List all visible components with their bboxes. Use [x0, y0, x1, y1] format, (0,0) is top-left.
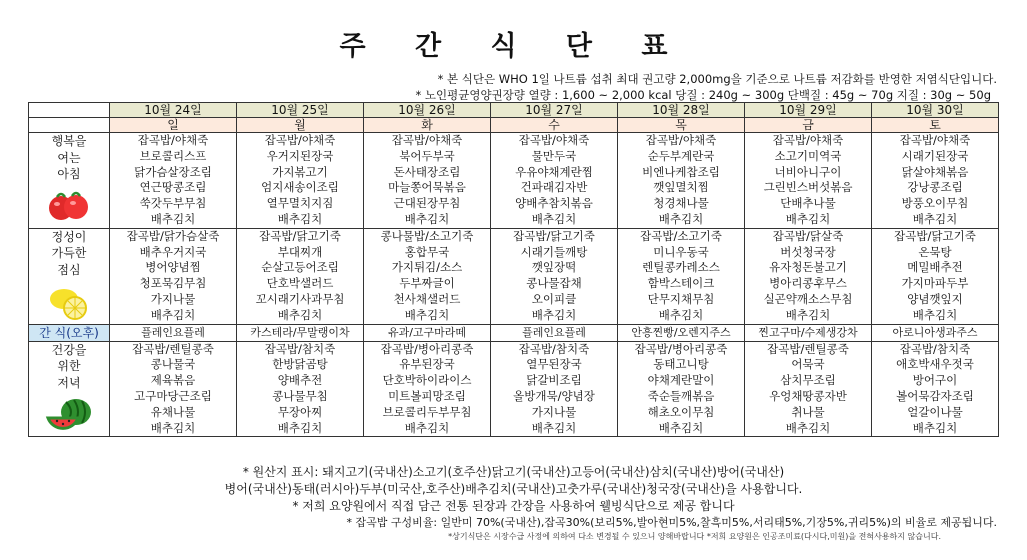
- menu-cell: [110, 341, 237, 437]
- menu-item: 우유야채계란찜: [515, 164, 593, 179]
- menu-item: 너비아니구이: [774, 164, 842, 179]
- menu-item: 배추김치: [531, 307, 577, 322]
- menu-item: 가지나물: [531, 404, 577, 419]
- menu-cell: [745, 133, 872, 229]
- menu-item: 잡곡밥/닭가슴살죽: [126, 228, 220, 243]
- menu-cell: [110, 228, 237, 324]
- menu-item: 유자청돈불고기: [769, 260, 847, 275]
- menu-item: 잡곡밥/닭고기죽: [259, 228, 341, 243]
- menu-item: 우엉채땅콩자반: [769, 388, 847, 403]
- snack-cell: 유과/고구마라떼: [364, 324, 491, 341]
- menu-cell: [237, 133, 364, 229]
- menu-item: 배추김치: [658, 420, 704, 435]
- menu-item: 동태고니탕: [653, 357, 709, 372]
- menu-item: 잡곡밥/닭고기죽: [894, 228, 976, 243]
- menu-item: 미니우동국: [653, 244, 709, 259]
- menu-item: 병아리콩후무스: [769, 276, 847, 291]
- menu-item: 열무멸치지짐: [266, 196, 334, 211]
- menu-item: 닭갈비조림: [526, 373, 582, 388]
- menu-item: 배추김치: [277, 420, 323, 435]
- menu-item: 홍합무국: [404, 244, 450, 259]
- menu-item: 배추김치: [658, 211, 704, 226]
- sauce-note: * 저희 요양원에서 직접 담근 전통 된장과 간장을 사용하여 웰빙식단으로 제공 합니다: [292, 499, 735, 513]
- menu-item: 열무된장국: [526, 357, 582, 372]
- menu-item: 잡곡밥/야채죽: [518, 133, 590, 147]
- menu-item: 가지볶고기: [272, 164, 328, 179]
- menu-item: 청경채나물: [653, 196, 709, 211]
- menu-item: 단무지채무침: [647, 291, 715, 306]
- menu-item: 깻잎멸치찜: [653, 180, 709, 195]
- menu-item: 마늘쫑어묵볶음: [388, 180, 466, 195]
- menu-item: 양배추전: [277, 373, 323, 388]
- menu-item: 방어구이: [912, 373, 958, 388]
- section-label-lunch: [29, 228, 110, 324]
- menu-item: 잡곡밥/참치죽: [899, 341, 971, 356]
- menu-item: 잡곡밥/닭고기죽: [513, 228, 595, 243]
- menu-cell: [618, 133, 745, 229]
- menu-item: 콩나물밥/소고기죽: [380, 228, 474, 243]
- menu-item: 배추김치: [150, 307, 196, 322]
- date-cell: 10월 24일: [110, 103, 237, 118]
- menu-item: 콩나물국: [150, 357, 196, 372]
- menu-item: 닭가슴살장조림: [134, 164, 212, 179]
- menu-item: 버섯청국장: [780, 244, 836, 259]
- menu-item: 물만두국: [531, 148, 577, 163]
- date-cell: 10월 29일: [745, 103, 872, 118]
- menu-item: 북어두부국: [399, 148, 455, 163]
- weekday-cell: 일: [110, 118, 237, 133]
- weekday-cell: 금: [745, 118, 872, 133]
- date-row: [29, 103, 999, 118]
- section-label-line: 여는: [57, 150, 81, 165]
- menu-item: 시래기들깨탕: [520, 244, 588, 259]
- corner-cell: [29, 118, 110, 133]
- menu-cell: [237, 341, 364, 437]
- menu-cell: [745, 228, 872, 324]
- menu-item: 배추김치: [785, 307, 831, 322]
- date-cell: 10월 26일: [364, 103, 491, 118]
- menu-item: 가지튀김/소스: [391, 260, 463, 275]
- date-cell: 10월 28일: [618, 103, 745, 118]
- menu-item: 순살고등어조림: [261, 260, 339, 275]
- snack-cell: 안흥찐빵/오렌지주스: [618, 324, 745, 341]
- menu-item: 배추김치: [404, 211, 450, 226]
- menu-item: 배추김치: [658, 307, 704, 322]
- snack-cell: 플레인요플레: [491, 324, 618, 341]
- menu-item: 렌틸콩카레소스: [642, 260, 720, 275]
- menu-item: 잡곡밥/병아리콩죽: [634, 341, 728, 356]
- menu-item: 돈사태장조림: [393, 164, 461, 179]
- menu-cell: [872, 341, 999, 437]
- menu-item: 콩나물잡채: [526, 276, 582, 291]
- snack-cell: 찐고구마/수제생강차: [745, 324, 872, 341]
- menu-cell: [237, 228, 364, 324]
- menu-item: 배추김치: [150, 211, 196, 226]
- menu-cell: [618, 228, 745, 324]
- menu-item: 잡곡밥/야채죽: [772, 133, 844, 147]
- section-label-line: 정성이: [51, 229, 87, 244]
- menu-item: 엄지새송이조림: [261, 180, 339, 195]
- menu-item: 잡곡밥/렌틸콩죽: [767, 341, 849, 356]
- menu-item: 애호박새우젓국: [896, 357, 974, 372]
- menu-item: 우거지된장국: [266, 148, 334, 163]
- meal-row-lunch: [29, 228, 999, 324]
- menu-item: 강낭콩조림: [907, 180, 963, 195]
- menu-item: 배추김치: [912, 307, 958, 322]
- weekday-row: [29, 118, 999, 133]
- section-label-line: 점심: [57, 262, 81, 277]
- menu-item: 배추김치: [785, 420, 831, 435]
- menu-item: 한방닭곰탕: [272, 357, 328, 372]
- weekday-cell: 목: [618, 118, 745, 133]
- menu-item: 배추김치: [150, 420, 196, 435]
- menu-item: 메밀배추전: [907, 260, 963, 275]
- menu-item: 배추우거지국: [139, 244, 207, 259]
- menu-cell: [745, 341, 872, 437]
- section-label-line: 저녁: [57, 375, 81, 390]
- menu-item: 얼갈이나물: [907, 404, 963, 419]
- menu-item: 잡곡밥/참치죽: [518, 341, 590, 356]
- menu-cell: [364, 228, 491, 324]
- section-label-line: 건강을: [51, 342, 87, 357]
- menu-item: 양념깻잎지: [907, 291, 963, 306]
- menu-item: 배추김치: [785, 211, 831, 226]
- sodium-note: * 본 식단은 WHO 1일 나트륨 섭취 최대 권고량 2,000mg을 기준으로 나트륨 저감화를 반영한 저염식단입니다.: [437, 72, 997, 86]
- origin-note: * 원산지 표시: 돼지고기(국내산)소고기(호주산)닭고기(국내산)고등어(국내산)삼치(국내산)방어(국내산): [242, 465, 785, 479]
- menu-item: 유채나물: [150, 404, 196, 419]
- menu-item: 시래기된장국: [901, 148, 969, 163]
- snack-cell: 카스테라/무말랭이차: [237, 324, 364, 341]
- menu-item: 취나물: [791, 404, 825, 419]
- menu-item: 해초오이무침: [647, 404, 715, 419]
- menu-item: 연근땅콩조림: [139, 180, 207, 195]
- menu-item: 배추김치: [531, 420, 577, 435]
- menu-item: 꼬시래기사과무침: [255, 291, 345, 306]
- menu-item: 야채계란말이: [647, 373, 715, 388]
- menu-item: 배추김치: [404, 307, 450, 322]
- menu-cell: [491, 341, 618, 437]
- menu-item: 잡곡밥/렌틸콩죽: [132, 341, 214, 356]
- snack-cell: 아로니아생과주스: [872, 324, 999, 341]
- section-label-line: 아침: [57, 167, 81, 181]
- menu-item: 미트볼피망조림: [388, 388, 466, 403]
- section-label-dinner: [29, 341, 110, 437]
- snack-label: 간 식(오후): [29, 324, 110, 341]
- page-title: 주 간 식 단 표: [339, 31, 688, 62]
- menu-item: 부대찌개: [277, 244, 323, 259]
- menu-item: 죽순들깨볶음: [647, 388, 715, 403]
- corner-cell: [29, 103, 110, 118]
- menu-item: 닭살야채볶음: [901, 164, 969, 179]
- snack-row: [29, 324, 999, 341]
- menu-item: 소고기미역국: [774, 148, 842, 163]
- weekday-cell: 월: [237, 118, 364, 133]
- menu-item: 단호박하이라이스: [382, 373, 472, 388]
- menu-item: 병어양념찜: [145, 260, 201, 275]
- menu-item: 쑥갓두부무침: [139, 196, 207, 211]
- menu-cell: [491, 228, 618, 324]
- menu-item: 무장아찌: [277, 404, 323, 419]
- menu-item: 유부된장국: [399, 357, 455, 372]
- menu-item: 깻잎장떡: [531, 260, 577, 275]
- weekday-cell: 화: [364, 118, 491, 133]
- weekly-menu-table: [28, 102, 999, 437]
- menu-item: 잡곡밥/야채죽: [391, 133, 463, 147]
- menu-item: 온묵탕: [918, 244, 952, 259]
- menu-item: 제육볶음: [150, 373, 196, 388]
- menu-item: 근대된장무침: [393, 196, 461, 211]
- menu-item: 배추김치: [277, 211, 323, 226]
- menu-item: 잡곡밥/야채죽: [645, 133, 717, 147]
- menu-item: 양배추참치볶음: [515, 196, 593, 211]
- menu-item: 천사채샐러드: [393, 291, 461, 306]
- menu-item: 배추김치: [912, 211, 958, 226]
- menu-item: 청포묵김무침: [139, 276, 207, 291]
- menu-item: 배추김치: [404, 420, 450, 435]
- menu-cell: [872, 133, 999, 229]
- menu-item: 가지마파두부: [901, 276, 969, 291]
- menu-item: 오이피클: [531, 291, 577, 306]
- section-label-line: 행복을: [51, 134, 87, 148]
- grain-ratio-note: * 잡곡밥 구성비율: 일반미 70%(국내산),잡곡30%(보리5%,발아현미5%,찰흑미5%,서리태5%,기장5%,귀리5%)의 비율로 제공됩니다.: [346, 516, 997, 529]
- menu-item: 잡곡밥/병아리콩죽: [380, 341, 474, 356]
- menu-cell: [618, 341, 745, 437]
- menu-item: 어묵국: [791, 357, 825, 372]
- menu-item: 두부짜글이: [399, 276, 455, 291]
- menu-item: 실곤약깨소스무침: [763, 291, 853, 306]
- menu-item: 배추김치: [531, 211, 577, 226]
- menu-cell: [491, 133, 618, 229]
- snack-cell: 플레인요플레: [110, 324, 237, 341]
- menu-item: 볼어묵감자조림: [896, 388, 974, 403]
- tomato-icon: [47, 187, 91, 226]
- menu-item: 삼치무조림: [780, 373, 836, 388]
- section-label-breakfast: [29, 133, 110, 229]
- menu-item: 함박스테이크: [647, 276, 715, 291]
- section-label-line: 가득한: [51, 246, 87, 261]
- meal-row-breakfast: [29, 133, 999, 229]
- lemon-icon: [47, 283, 91, 324]
- weekday-cell: 수: [491, 118, 618, 133]
- menu-item: 방풍오이무침: [901, 196, 969, 211]
- menu-item: 배추김치: [912, 420, 958, 435]
- menu-item: 단배추나물: [780, 196, 836, 211]
- menu-item: 잡곡밥/참치죽: [264, 341, 336, 356]
- date-cell: 10월 30일: [872, 103, 999, 118]
- menu-item: 순두부계란국: [647, 148, 715, 163]
- menu-item: 가지나물: [150, 291, 196, 306]
- menu-item: 잡곡밥/야채죽: [137, 133, 209, 147]
- menu-cell: [872, 228, 999, 324]
- section-label-line: 위한: [57, 359, 81, 374]
- menu-item: 비엔나케찹조림: [642, 164, 720, 179]
- menu-cell: [110, 133, 237, 229]
- disclaimer-note: *상기식단은 시장수급 사정에 의하여 다소 변경될 수 있으니 양해바랍니다 *저희 요양원은 인공조미료(다시다,미원)을 전혀사용하지 않습니다.: [448, 532, 941, 541]
- menu-item: 고구마당근조림: [134, 388, 212, 403]
- menu-item: 올방개묵/양념장: [513, 388, 595, 403]
- menu-item: 브로콜리두부무침: [382, 404, 472, 419]
- menu-cell: [364, 341, 491, 437]
- menu-item: 콩나물무침: [272, 388, 328, 403]
- nutrition-note: * 노인평균영양권장량 열량 : 1,600 ~ 2,000 kcal 당질 : 240g ~ 300g 단백질 : 45g ~ 70g 지질 : 30g ~ 50g: [415, 88, 991, 102]
- menu-item: 잡곡밥/닭살죽: [772, 228, 844, 243]
- menu-item: 잡곡밥/야채죽: [264, 133, 336, 147]
- date-cell: 10월 25일: [237, 103, 364, 118]
- weekday-cell: 토: [872, 118, 999, 133]
- menu-item: 그린빈스버섯볶음: [763, 180, 853, 195]
- date-cell: 10월 27일: [491, 103, 618, 118]
- meal-row-dinner: [29, 341, 999, 437]
- menu-cell: [364, 133, 491, 229]
- menu-item: 건파래김자반: [520, 180, 588, 195]
- menu-item: 브로콜리스프: [139, 148, 207, 163]
- origin-note-continued: 병어(국내산)동태(러시아)두부(미국산,호주산)배추김치(국내산)고춧가루(국내산)청국장(국내산)을 사용합니다.: [224, 482, 803, 496]
- menu-item: 잡곡밥/야채죽: [899, 133, 971, 147]
- watermelon-icon: [44, 396, 94, 435]
- menu-item: 잡곡밥/소고기죽: [640, 228, 722, 243]
- menu-item: 단호박샐러드: [266, 276, 334, 291]
- menu-item: 배추김치: [277, 307, 323, 322]
